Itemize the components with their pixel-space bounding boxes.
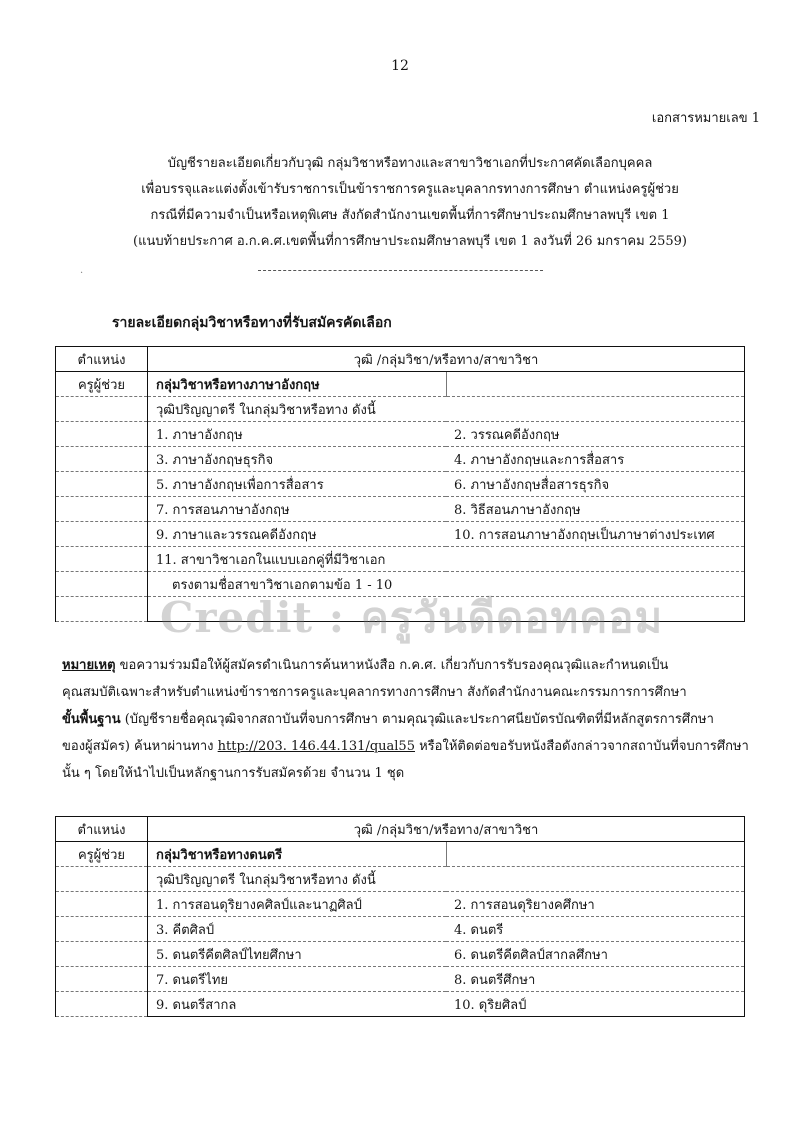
list-item: 4. ดนตรี: [446, 917, 745, 942]
degree-label: วุฒิปริญญาตรี ในกลุ่มวิชาหรือทาง ดังนี้: [148, 397, 447, 422]
empty-cell: [56, 572, 148, 597]
watermark: Credit : ครูวันดีดอทคอม: [160, 593, 664, 642]
group-name: กลุ่มวิชาหรือทางดนตรี: [148, 842, 447, 867]
header-position: ตำแหน่ง: [56, 817, 148, 842]
table-row: [56, 497, 745, 522]
list-item: 10. การสอนภาษาอังกฤษเป็นภาษาต่างประเทศ: [446, 522, 745, 547]
list-item: 10. ดุริยศิลป์: [446, 992, 745, 1017]
note-text: หรือให้ติดต่อขอรับหนังสือดังกล่าวจากสถาบันที่จบการศึกษา: [414, 739, 749, 754]
empty-cell: [56, 967, 148, 992]
table-row: [56, 842, 745, 867]
list-item: 3. ภาษาอังกฤษธุรกิจ: [148, 447, 447, 472]
list-item: 8. วิธีสอนภาษาอังกฤษ: [446, 497, 745, 522]
header-position: ตำแหน่ง: [56, 347, 148, 372]
table-header-row: [56, 817, 745, 842]
list-item: 2. การสอนดุริยางคศึกษา: [446, 892, 745, 917]
list-item: 9. ดนตรีสากล: [148, 992, 447, 1017]
table-row: [56, 967, 745, 992]
empty-cell: [446, 867, 745, 892]
empty-cell: [446, 372, 745, 397]
table-row: [56, 397, 745, 422]
list-item: 4. ภาษาอังกฤษและการสื่อสาร: [446, 447, 745, 472]
page-number: 12: [391, 58, 409, 74]
note-text: (บัญชีรายชื่อคุณวุฒิจากสถาบันที่จบการศึกษา ตามคุณวุฒิและประกาศนียบัตรบัณฑิตที่มีหลักสูตรการศึกษา: [120, 712, 714, 727]
heading-line: บัญชีรายละเอียดเกี่ยวกับวุฒิ กลุ่มวิชาหรือทางและสาขาวิชาเอกที่ประกาศคัดเลือกบุคคล: [167, 156, 653, 171]
divider: [258, 270, 543, 271]
empty-cell: [56, 447, 148, 472]
degree-label: วุฒิปริญญาตรี ในกลุ่มวิชาหรือทาง ดังนี้: [148, 867, 447, 892]
note-line: คุณสมบัติเฉพาะสำหรับตำแหน่งข้าราชการครูและบุคลากรทางการศึกษา สังกัดสำนักงานคณะกรรมการการศึกษา: [62, 685, 687, 700]
empty-cell: [56, 867, 148, 892]
empty-cell: [56, 942, 148, 967]
list-item: 9. ภาษาและวรรณคดีอังกฤษ: [148, 522, 447, 547]
section-title: รายละเอียดกลุ่มวิชาหรือทางที่รับสมัครคัดเลือก: [112, 315, 392, 331]
list-item: 7. การสอนภาษาอังกฤษ: [148, 497, 447, 522]
table-header-row: [56, 347, 745, 372]
list-item: 8. ดนตรีศึกษา: [446, 967, 745, 992]
list-item: 5. ภาษาอังกฤษเพื่อการสื่อสาร: [148, 472, 447, 497]
table-row: [56, 522, 745, 547]
group-name: กลุ่มวิชาหรือทางภาษาอังกฤษ: [148, 372, 447, 397]
document-reference: เอกสารหมายเลข 1: [651, 111, 760, 126]
empty-cell: [56, 472, 148, 497]
empty-cell: [56, 992, 148, 1017]
list-item: 5. ดนตรีคีตศิลป์ไทยศึกษา: [148, 942, 447, 967]
list-item: 1. การสอนดุริยางคศิลป์และนาฏศิลป์: [148, 892, 447, 917]
empty-cell: [56, 917, 148, 942]
list-item: 6. ภาษาอังกฤษสื่อสารธุรกิจ: [446, 472, 745, 497]
table-row: [56, 867, 745, 892]
empty-cell: [56, 422, 148, 447]
list-item: 6. ดนตรีคีตศิลป์สากลศึกษา: [446, 942, 745, 967]
table-row: [56, 422, 745, 447]
note-bold-text: ขั้นพื้นฐาน: [62, 712, 121, 727]
table-row: [56, 992, 745, 1017]
list-item: 1. ภาษาอังกฤษ: [148, 422, 447, 447]
empty-cell: [446, 397, 745, 422]
heading-line: เพื่อบรรจุและแต่งตั้งเข้ารับราชการเป็นข้าราชการครูและบุคลากรทางการศึกษา ตำแหน่งครูผู้ช่วย: [141, 182, 679, 197]
table-row: [56, 372, 745, 397]
list-item: 11. สาขาวิชาเอกในแบบเอกคู่ที่มีวิชาเอก: [148, 547, 447, 572]
note-line: [62, 706, 752, 733]
scan-mark: ·: [80, 268, 84, 279]
qualification-table-music: [55, 816, 745, 1017]
position-cell: ครูผู้ช่วย: [56, 842, 148, 867]
position-cell: ครูผู้ช่วย: [56, 372, 148, 397]
table-row: [56, 892, 745, 917]
empty-cell: [56, 597, 148, 622]
note-line: [62, 733, 752, 760]
note-label: หมายเหตุ: [62, 658, 116, 673]
empty-cell: [446, 842, 745, 867]
empty-cell: [56, 892, 148, 917]
heading-line: (แนบท้ายประกาศ อ.ก.ค.ศ.เขตพื้นที่การศึกษาประถมศึกษาลพบุรี เขต 1 ลงวันที่ 26 มกราคม 2559): [133, 234, 687, 249]
note-text: ของผู้สมัคร) ค้นหาผ่านทาง: [62, 739, 218, 754]
list-item: 7. ดนตรีไทย: [148, 967, 447, 992]
table-row: [56, 917, 745, 942]
table-row: [56, 472, 745, 497]
qualification-url-link[interactable]: http://203. 146.44.131/qual55: [217, 739, 415, 754]
note-text: ขอความร่วมมือให้ผู้สมัครดำเนินการค้นหาหนังสือ ก.ค.ศ. เกี่ยวกับการรับรองคุณวุฒิและกำหนดเป็น: [115, 658, 669, 673]
list-item-continuation: ตรงตามชื่อสาขาวิชาเอกตามข้อ 1 - 10: [148, 572, 447, 597]
note-line: นั้น ๆ โดยให้นำไปเป็นหลักฐานการรับสมัครด้วย จำนวน 1 ชุด: [62, 766, 405, 781]
header-qualification: วุฒิ /กลุ่มวิชา/หรือทาง/สาขาวิชา: [148, 817, 745, 842]
empty-cell: [56, 522, 148, 547]
table-row: [56, 942, 745, 967]
heading-line: กรณีที่มีความจำเป็นหรือเหตุพิเศษ สังกัดสำนักงานเขตพื้นที่การศึกษาประถมศึกษาลพบุรี เขต 1: [150, 208, 670, 223]
empty-cell: [56, 547, 148, 572]
empty-cell: [446, 547, 745, 572]
empty-cell: [56, 397, 148, 422]
table-row: [56, 447, 745, 472]
qualification-table-english: [55, 346, 745, 622]
list-item: 3. คีตศิลป์: [148, 917, 447, 942]
note-line: [62, 652, 752, 679]
document-heading: [90, 151, 730, 255]
table-row: [56, 547, 745, 572]
empty-cell: [56, 497, 148, 522]
note-paragraph: [62, 652, 752, 787]
header-qualification: วุฒิ /กลุ่มวิชา/หรือทาง/สาขาวิชา: [148, 347, 745, 372]
list-item: 2. วรรณคดีอังกฤษ: [446, 422, 745, 447]
